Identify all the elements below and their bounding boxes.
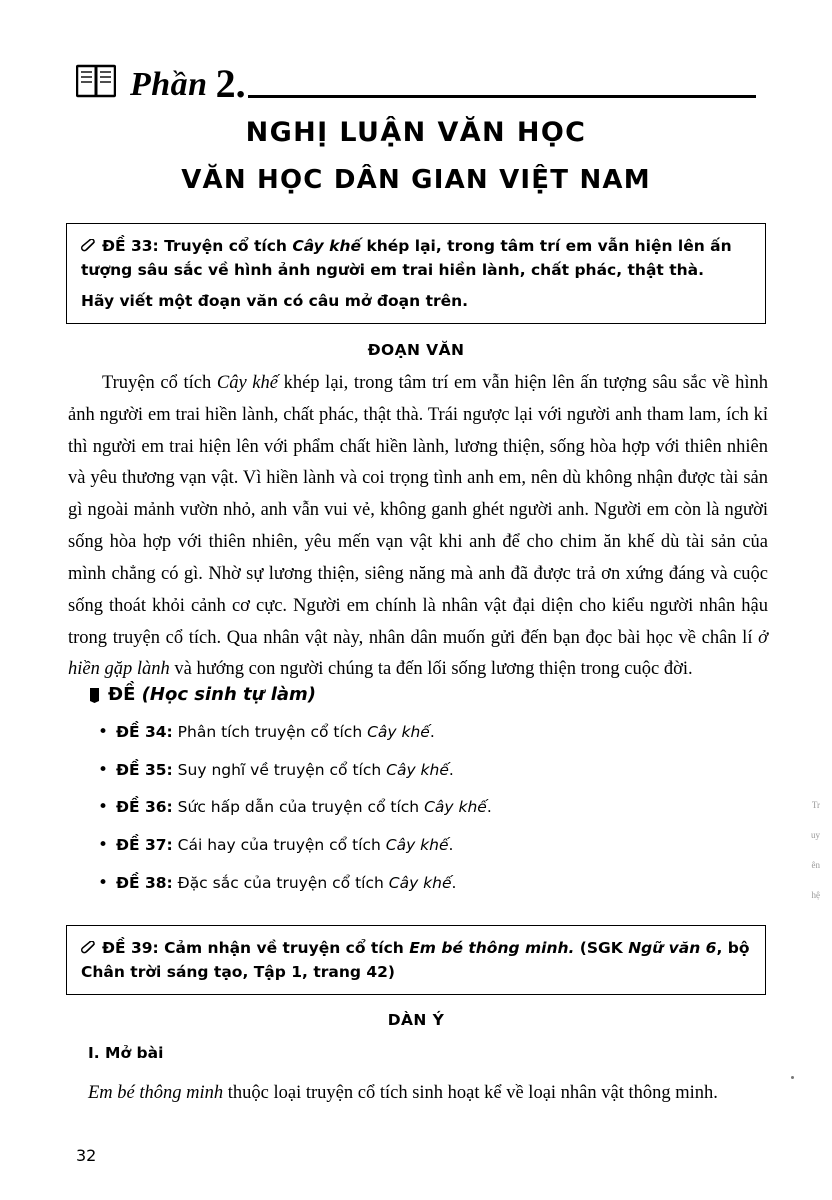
prompt-39-label: ĐỀ 39:	[102, 939, 159, 957]
page-number: 32	[76, 1146, 97, 1165]
page-subtitle: VĂN HỌC DÂN GIAN VIỆT NAM	[181, 165, 651, 195]
topic-text: Sức hấp dẫn của truyện cổ tích	[172, 798, 425, 817]
para-seg-2: khép lại, trong tâm trí em vẫn hiện lên ấn tượng sâu sắc về hình ảnh người em trai hiền lành, chất phác, thật thà. Trái ngược lại với người anh tham lam, ích kỉ thì người em trai hiện lên với phẩm chất hiền lành, lương thiện, sống hòa hợp với thiên nhiên và yêu thương vạn vật. Vì hiền lành và coi trọng tình anh em, nên dù không nhận được tài sản gì ngoài mảnh vườn nhỏ, anh vẫn vui vẻ, không ganh ghét người anh. Người em còn là người sống hòa hợp với thiên nhiên, yêu mến vạn vật khi anh để cho chim ăn khế dù tài sản của mình chẳng có gì. Nhờ sự lương thiện, siêng năng mà anh đã được trả ơn xứng đáng và cuộc sống thoát khỏi cảnh cơ cực. Người em chính là nhân vật đại diện cho kiểu người nhân hậu trong truyện cổ tích. Qua nhân vật này, nhân dân muốn gửi đến bạn đọc bài học về chân lí	[68, 373, 768, 648]
prompt-39-line1	[81, 936, 751, 984]
prompt-39-italic-a: Em bé thông minh.	[409, 939, 575, 957]
self-study-note: (Học sinh tự làm)	[141, 684, 317, 705]
part-header-rule	[248, 94, 756, 98]
topic-tail: .	[429, 723, 435, 741]
para-seg-1: Truyện cổ tích	[102, 373, 217, 393]
opening-italic: Em bé thông minh	[88, 1083, 224, 1103]
topic-label: ĐỀ 35:	[116, 760, 173, 779]
topic-text: Cái hay của truyện cổ tích	[172, 836, 386, 855]
self-study-topic-list	[98, 722, 758, 910]
topic-tail: .	[448, 836, 454, 855]
topic-text: Suy nghĩ về truyện cổ tích	[172, 760, 387, 779]
topic-label: ĐỀ 34:	[116, 723, 173, 741]
topic-italic: Cây khế	[386, 760, 449, 779]
topic-label: ĐỀ 36:	[116, 798, 173, 817]
scan-speck	[791, 1076, 794, 1079]
prompt-33-line2: Hãy viết một đoạn văn có câu mở đoạn trên.	[81, 292, 469, 311]
topic-italic: Cây khế	[388, 873, 452, 892]
prompt-33-label: ĐỀ 33:	[102, 237, 159, 255]
topic-italic: Cây khế	[367, 723, 430, 741]
list-item	[98, 835, 758, 857]
para-italic-1: Cây khế	[216, 373, 278, 393]
page-title: NGHỊ LUẬN VĂN HỌC	[245, 117, 587, 148]
list-item	[98, 797, 758, 819]
edge-artifact: hệ	[811, 890, 820, 900]
paperclip-icon	[81, 236, 97, 250]
topic-label: ĐỀ 38:	[116, 873, 173, 892]
list-item	[98, 873, 758, 895]
prompt-39-text-c: , bộ Chân trời sáng tạo, Tập 1, trang 42)	[81, 939, 750, 982]
part-word: Phần	[130, 66, 208, 103]
para-seg-3: và hướng con người chúng ta đến lối sống lương thiện trong cuộc đời.	[169, 659, 693, 680]
topic-italic: Cây khế	[424, 798, 487, 817]
prompt-33-text-b: khép lại, trong tâm trí em vẫn hiện lên ấn tượng sâu sắc về hình ảnh người em trai hiền lành, chất phác, thật thà.	[81, 237, 732, 280]
prompt-box-de-39	[66, 925, 766, 995]
prompt-33-text-a: Truyện cổ tích	[158, 237, 293, 255]
topic-text: Phân tích truyện cổ tích	[172, 723, 368, 741]
section-heading-dan-y: DÀN Ý	[387, 1011, 445, 1029]
topic-label: ĐỀ 37:	[116, 836, 173, 855]
topic-tail: .	[486, 798, 492, 817]
pen-icon	[88, 687, 102, 703]
edge-artifact: ên	[811, 860, 820, 870]
prompt-39-italic-b: Ngữ văn 6	[628, 939, 717, 957]
self-study-heading	[88, 684, 316, 705]
prompt-33-line1	[81, 234, 751, 282]
list-item	[98, 722, 758, 744]
part-header	[76, 52, 756, 104]
para-italic-2: ở hiền gặp lành	[68, 627, 768, 680]
section-heading-doan-van: ĐOẠN VĂN	[367, 341, 465, 359]
topic-italic: Cây khế	[385, 836, 449, 855]
opening-section-heading: I. Mở bài	[88, 1044, 164, 1062]
topic-text: Đặc sắc của truyện cổ tích	[172, 873, 389, 892]
topic-tail: .	[451, 873, 457, 892]
prompt-box-de-33	[66, 223, 766, 324]
prompt-39-text-a: Cảm nhận về truyện cổ tích	[158, 939, 410, 957]
prompt-33-italic-a: Cây khế	[292, 237, 362, 255]
opening-text: thuộc loại truyện cổ tích sinh hoạt kể về loại nhân vật thông minh.	[223, 1083, 718, 1103]
prompt-39-text-b: (SGK	[574, 939, 629, 957]
part-number: 2.	[215, 61, 246, 106]
list-item	[98, 760, 758, 782]
edge-artifact: Tr	[811, 800, 820, 810]
topic-tail: .	[448, 760, 454, 779]
paperclip-icon	[81, 938, 97, 952]
edge-artifact: uy	[811, 830, 820, 840]
self-study-label: ĐỀ	[108, 684, 136, 705]
opening-section-paragraph	[88, 1079, 768, 1109]
main-paragraph	[68, 368, 768, 686]
open-book-icon	[76, 64, 116, 98]
